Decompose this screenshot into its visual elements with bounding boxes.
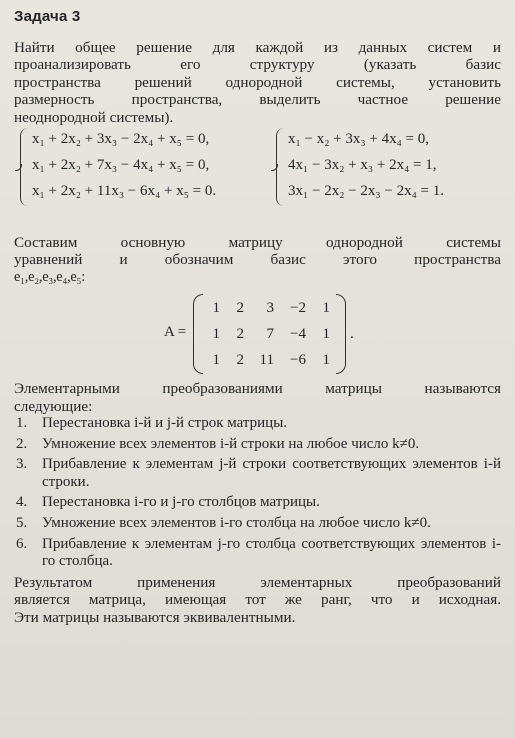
equation: 4x₁ − 3x₂ + x₃ + 2x₄ = 1, xyxy=(288,157,437,174)
paragraph-line: следующие: xyxy=(14,397,93,415)
matrix-cell: 1 xyxy=(212,352,220,369)
matrix-cell: 2 xyxy=(236,326,244,343)
list-number: 4. xyxy=(16,494,28,511)
transformations-list xyxy=(14,415,501,571)
right-parenthesis xyxy=(336,294,346,374)
list-number: 2. xyxy=(16,435,28,452)
list-item xyxy=(14,415,501,433)
paragraph-line: Составим основную матрицу однородной системы xyxy=(14,234,501,252)
list-item xyxy=(14,456,501,491)
matrix-cell: 3 xyxy=(266,300,274,317)
paragraph-line: Эти матрицы называются эквивалентными. xyxy=(14,608,296,626)
matrix-a xyxy=(14,292,501,378)
matrix-cell: 2 xyxy=(236,352,244,369)
matrix-cell: 1 xyxy=(322,300,330,317)
task-line: пространства решений однородной системы, установить xyxy=(14,73,501,91)
list-number: 6. xyxy=(16,535,28,552)
task-line: неоднородной системы). xyxy=(14,108,174,126)
equation: x₁ + 2x₂ + 3x₃ − 2x₄ + x₅ = 0, xyxy=(32,131,210,148)
closing-paragraph xyxy=(14,574,501,626)
list-text: Умножение всех элементов i-го столбца на любое число k≠0. xyxy=(42,515,431,532)
matrix-cell: −4 xyxy=(290,326,306,343)
matrix-cell: 1 xyxy=(212,300,220,317)
nonhomogeneous-system xyxy=(276,128,506,208)
task-line: проанализировать его структуру (указать базис xyxy=(14,56,501,74)
matrix-cell: 11 xyxy=(259,352,274,369)
elementary-intro xyxy=(14,380,501,415)
basis-vectors: e₁,e₂,e₃,e₄,e₅: xyxy=(14,268,85,285)
left-brace xyxy=(20,128,29,206)
matrix-terminator: . xyxy=(350,326,354,343)
list-number: 1. xyxy=(16,415,28,432)
list-item xyxy=(14,436,501,454)
matrix-cell: 7 xyxy=(266,326,274,343)
matrix-cell: −6 xyxy=(290,352,306,369)
paragraph-line: Результатом применения элементарных преобразований xyxy=(14,573,501,591)
list-text: Прибавление к элементам j-го столбца соответствующих элементов i-го столбца. xyxy=(42,535,501,570)
equation: x₁ + 2x₂ + 7x₃ − 4x₄ + x₅ = 0, xyxy=(32,157,210,174)
paragraph-line: уравнений и обозначим базис этого пространства xyxy=(14,251,501,269)
matrix-cell: −2 xyxy=(290,300,306,317)
page-title: Задача 3 xyxy=(14,8,81,25)
list-item xyxy=(14,494,501,512)
left-brace xyxy=(276,128,285,206)
paragraph-line: является матрица, имеющая тот же ранг, что и исходная. xyxy=(14,591,501,609)
matrix-cell: 2 xyxy=(236,300,244,317)
paragraph-line: Элементарными преобразованиями матрицы называются xyxy=(14,380,501,398)
list-text: Перестановка i-й и j-й строк матрицы. xyxy=(42,415,288,432)
list-text: Прибавление к элементам j-й строки соответствующих элементов i-й строки. xyxy=(42,456,501,490)
list-item xyxy=(14,515,501,533)
matrix-label: A = xyxy=(164,324,187,341)
equation-systems xyxy=(14,128,501,208)
task-line: размерность пространства, выделить частное решение xyxy=(14,91,501,109)
list-text: Перестановка i-го и j-го столбцов матрицы. xyxy=(42,494,320,511)
matrix-cell: 1 xyxy=(322,326,330,343)
task-statement xyxy=(14,39,501,126)
list-number: 3. xyxy=(16,456,28,473)
list-text: Умножение всех элементов i-й строки на любое число k≠0. xyxy=(42,435,420,452)
matrix-cell: 1 xyxy=(212,326,220,343)
equation: 3x₁ − 2x₂ − 2x₃ − 2x₄ = 1. xyxy=(288,183,445,200)
task-line: Найти общее решение для каждой из данных систем и xyxy=(14,39,501,56)
list-item xyxy=(14,536,501,571)
homogeneous-system xyxy=(20,128,275,208)
equation: x₁ + 2x₂ + 11x₃ − 6x₄ + x₅ = 0. xyxy=(32,183,217,200)
equation: x₁ − x₂ + 3x₃ + 4x₄ = 0, xyxy=(288,131,430,148)
matrix-cell: 1 xyxy=(322,352,330,369)
list-number: 5. xyxy=(16,515,28,532)
compose-paragraph xyxy=(14,234,501,286)
